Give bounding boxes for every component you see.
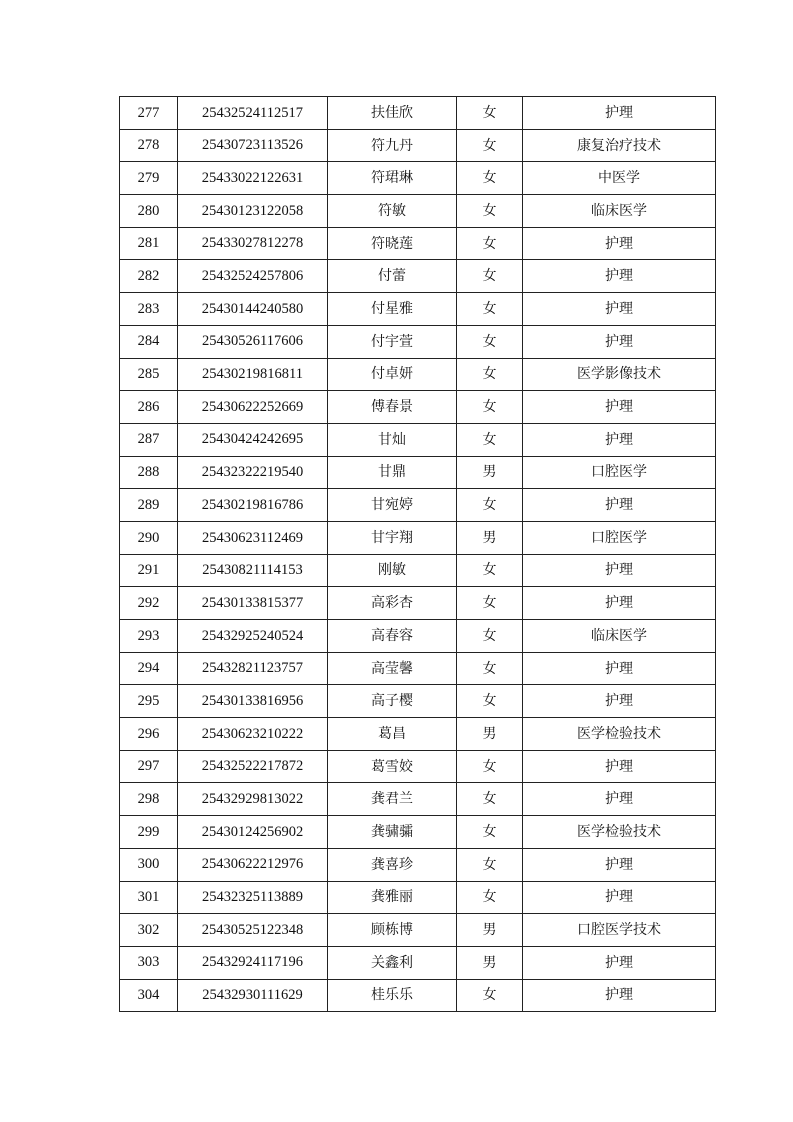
student-name-cell: 桂乐乐 — [328, 979, 457, 1012]
student-list-table — [119, 96, 716, 1012]
table-row — [120, 914, 716, 947]
table-row — [120, 587, 716, 620]
gender-cell: 男 — [457, 946, 523, 979]
row-number-cell: 281 — [120, 227, 178, 260]
gender-cell: 男 — [457, 718, 523, 751]
major-cell: 护理 — [523, 260, 716, 293]
major-cell: 医学检验技术 — [523, 816, 716, 849]
row-number-cell: 288 — [120, 456, 178, 489]
table-row — [120, 521, 716, 554]
gender-cell: 女 — [457, 260, 523, 293]
major-cell: 临床医学 — [523, 195, 716, 228]
table-row — [120, 456, 716, 489]
exam-id-cell: 25433027812278 — [178, 227, 328, 260]
major-cell: 医学检验技术 — [523, 718, 716, 751]
table-row — [120, 946, 716, 979]
exam-id-cell: 25432821123757 — [178, 652, 328, 685]
major-cell: 康复治疗技术 — [523, 129, 716, 162]
exam-id-cell: 25432925240524 — [178, 620, 328, 653]
major-cell: 护理 — [523, 489, 716, 522]
exam-id-cell: 25432522217872 — [178, 750, 328, 783]
gender-cell: 女 — [457, 489, 523, 522]
student-name-cell: 符珺琳 — [328, 162, 457, 195]
table-row — [120, 162, 716, 195]
table-row — [120, 97, 716, 130]
table-row — [120, 848, 716, 881]
row-number-cell: 284 — [120, 325, 178, 358]
gender-cell: 女 — [457, 750, 523, 783]
student-name-cell: 付蕾 — [328, 260, 457, 293]
table-row — [120, 358, 716, 391]
gender-cell: 女 — [457, 979, 523, 1012]
exam-id-cell: 25432524257806 — [178, 260, 328, 293]
table-row — [120, 489, 716, 522]
major-cell: 护理 — [523, 685, 716, 718]
student-list-body — [120, 97, 716, 1012]
major-cell: 护理 — [523, 554, 716, 587]
row-number-cell: 302 — [120, 914, 178, 947]
exam-id-cell: 25432325113889 — [178, 881, 328, 914]
exam-id-cell: 25432929813022 — [178, 783, 328, 816]
exam-id-cell: 25432322219540 — [178, 456, 328, 489]
exam-id-cell: 25430424242695 — [178, 423, 328, 456]
gender-cell: 女 — [457, 325, 523, 358]
exam-id-cell: 25433022122631 — [178, 162, 328, 195]
row-number-cell: 286 — [120, 391, 178, 424]
major-cell: 临床医学 — [523, 620, 716, 653]
gender-cell: 女 — [457, 195, 523, 228]
gender-cell: 男 — [457, 521, 523, 554]
gender-cell: 女 — [457, 227, 523, 260]
major-cell: 护理 — [523, 423, 716, 456]
student-name-cell: 高莹馨 — [328, 652, 457, 685]
row-number-cell: 297 — [120, 750, 178, 783]
row-number-cell: 283 — [120, 293, 178, 326]
exam-id-cell: 25430123122058 — [178, 195, 328, 228]
row-number-cell: 304 — [120, 979, 178, 1012]
student-name-cell: 关鑫利 — [328, 946, 457, 979]
gender-cell: 女 — [457, 685, 523, 718]
row-number-cell: 296 — [120, 718, 178, 751]
table-row — [120, 652, 716, 685]
table-row — [120, 423, 716, 456]
gender-cell: 女 — [457, 848, 523, 881]
student-name-cell: 龚喜珍 — [328, 848, 457, 881]
major-cell: 护理 — [523, 783, 716, 816]
row-number-cell: 299 — [120, 816, 178, 849]
gender-cell: 女 — [457, 391, 523, 424]
major-cell: 医学影像技术 — [523, 358, 716, 391]
gender-cell: 女 — [457, 162, 523, 195]
row-number-cell: 294 — [120, 652, 178, 685]
major-cell: 护理 — [523, 325, 716, 358]
student-name-cell: 扶佳欣 — [328, 97, 457, 130]
row-number-cell: 279 — [120, 162, 178, 195]
major-cell: 护理 — [523, 881, 716, 914]
row-number-cell: 298 — [120, 783, 178, 816]
row-number-cell: 301 — [120, 881, 178, 914]
exam-id-cell: 25430623210222 — [178, 718, 328, 751]
exam-id-cell: 25430124256902 — [178, 816, 328, 849]
table-row — [120, 195, 716, 228]
table-row — [120, 227, 716, 260]
student-name-cell: 高彩杏 — [328, 587, 457, 620]
table-row — [120, 816, 716, 849]
gender-cell: 女 — [457, 554, 523, 587]
major-cell: 护理 — [523, 979, 716, 1012]
major-cell: 护理 — [523, 293, 716, 326]
major-cell: 护理 — [523, 750, 716, 783]
student-name-cell: 龚君兰 — [328, 783, 457, 816]
student-name-cell: 葛昌 — [328, 718, 457, 751]
student-name-cell: 刚敏 — [328, 554, 457, 587]
table-row — [120, 554, 716, 587]
student-name-cell: 付宇萱 — [328, 325, 457, 358]
row-number-cell: 280 — [120, 195, 178, 228]
gender-cell: 女 — [457, 97, 523, 130]
exam-id-cell: 25430133816956 — [178, 685, 328, 718]
student-name-cell: 高子樱 — [328, 685, 457, 718]
major-cell: 护理 — [523, 946, 716, 979]
table-row — [120, 718, 716, 751]
row-number-cell: 278 — [120, 129, 178, 162]
exam-id-cell: 25432930111629 — [178, 979, 328, 1012]
gender-cell: 女 — [457, 358, 523, 391]
major-cell: 护理 — [523, 848, 716, 881]
major-cell: 口腔医学 — [523, 521, 716, 554]
gender-cell: 女 — [457, 129, 523, 162]
gender-cell: 女 — [457, 652, 523, 685]
exam-id-cell: 25430219816786 — [178, 489, 328, 522]
student-name-cell: 符九丹 — [328, 129, 457, 162]
row-number-cell: 291 — [120, 554, 178, 587]
exam-id-cell: 25430219816811 — [178, 358, 328, 391]
exam-id-cell: 25430133815377 — [178, 587, 328, 620]
major-cell: 口腔医学 — [523, 456, 716, 489]
student-name-cell: 符敏 — [328, 195, 457, 228]
gender-cell: 男 — [457, 914, 523, 947]
major-cell: 中医学 — [523, 162, 716, 195]
gender-cell: 女 — [457, 587, 523, 620]
major-cell: 护理 — [523, 97, 716, 130]
exam-id-cell: 25430622252669 — [178, 391, 328, 424]
exam-id-cell: 25430144240580 — [178, 293, 328, 326]
exam-id-cell: 25432924117196 — [178, 946, 328, 979]
table-row — [120, 325, 716, 358]
table-row — [120, 620, 716, 653]
student-name-cell: 傅春景 — [328, 391, 457, 424]
table-row — [120, 685, 716, 718]
student-name-cell: 甘宇翔 — [328, 521, 457, 554]
exam-id-cell: 25430623112469 — [178, 521, 328, 554]
student-name-cell: 甘宛婷 — [328, 489, 457, 522]
student-name-cell: 龚骕骦 — [328, 816, 457, 849]
gender-cell: 女 — [457, 423, 523, 456]
gender-cell: 男 — [457, 456, 523, 489]
gender-cell: 女 — [457, 881, 523, 914]
row-number-cell: 293 — [120, 620, 178, 653]
table-row — [120, 391, 716, 424]
student-name-cell: 顾栋博 — [328, 914, 457, 947]
student-name-cell: 龚雅丽 — [328, 881, 457, 914]
table-row — [120, 783, 716, 816]
student-name-cell: 甘灿 — [328, 423, 457, 456]
row-number-cell: 282 — [120, 260, 178, 293]
table-row — [120, 293, 716, 326]
student-name-cell: 符晓莲 — [328, 227, 457, 260]
row-number-cell: 303 — [120, 946, 178, 979]
major-cell: 护理 — [523, 227, 716, 260]
student-name-cell: 高春容 — [328, 620, 457, 653]
table-row — [120, 260, 716, 293]
major-cell: 护理 — [523, 587, 716, 620]
major-cell: 口腔医学技术 — [523, 914, 716, 947]
student-name-cell: 付星雅 — [328, 293, 457, 326]
row-number-cell: 277 — [120, 97, 178, 130]
gender-cell: 女 — [457, 783, 523, 816]
exam-id-cell: 25432524112517 — [178, 97, 328, 130]
row-number-cell: 285 — [120, 358, 178, 391]
row-number-cell: 300 — [120, 848, 178, 881]
row-number-cell: 295 — [120, 685, 178, 718]
student-name-cell: 葛雪姣 — [328, 750, 457, 783]
row-number-cell: 287 — [120, 423, 178, 456]
gender-cell: 女 — [457, 620, 523, 653]
major-cell: 护理 — [523, 652, 716, 685]
exam-id-cell: 25430821114153 — [178, 554, 328, 587]
table-row — [120, 129, 716, 162]
gender-cell: 女 — [457, 293, 523, 326]
row-number-cell: 289 — [120, 489, 178, 522]
table-row — [120, 750, 716, 783]
exam-id-cell: 25430622212976 — [178, 848, 328, 881]
table-row — [120, 881, 716, 914]
exam-id-cell: 25430526117606 — [178, 325, 328, 358]
exam-id-cell: 25430723113526 — [178, 129, 328, 162]
exam-id-cell: 25430525122348 — [178, 914, 328, 947]
student-name-cell: 付卓妍 — [328, 358, 457, 391]
table-row — [120, 979, 716, 1012]
student-name-cell: 甘鼎 — [328, 456, 457, 489]
gender-cell: 女 — [457, 816, 523, 849]
major-cell: 护理 — [523, 391, 716, 424]
row-number-cell: 290 — [120, 521, 178, 554]
row-number-cell: 292 — [120, 587, 178, 620]
